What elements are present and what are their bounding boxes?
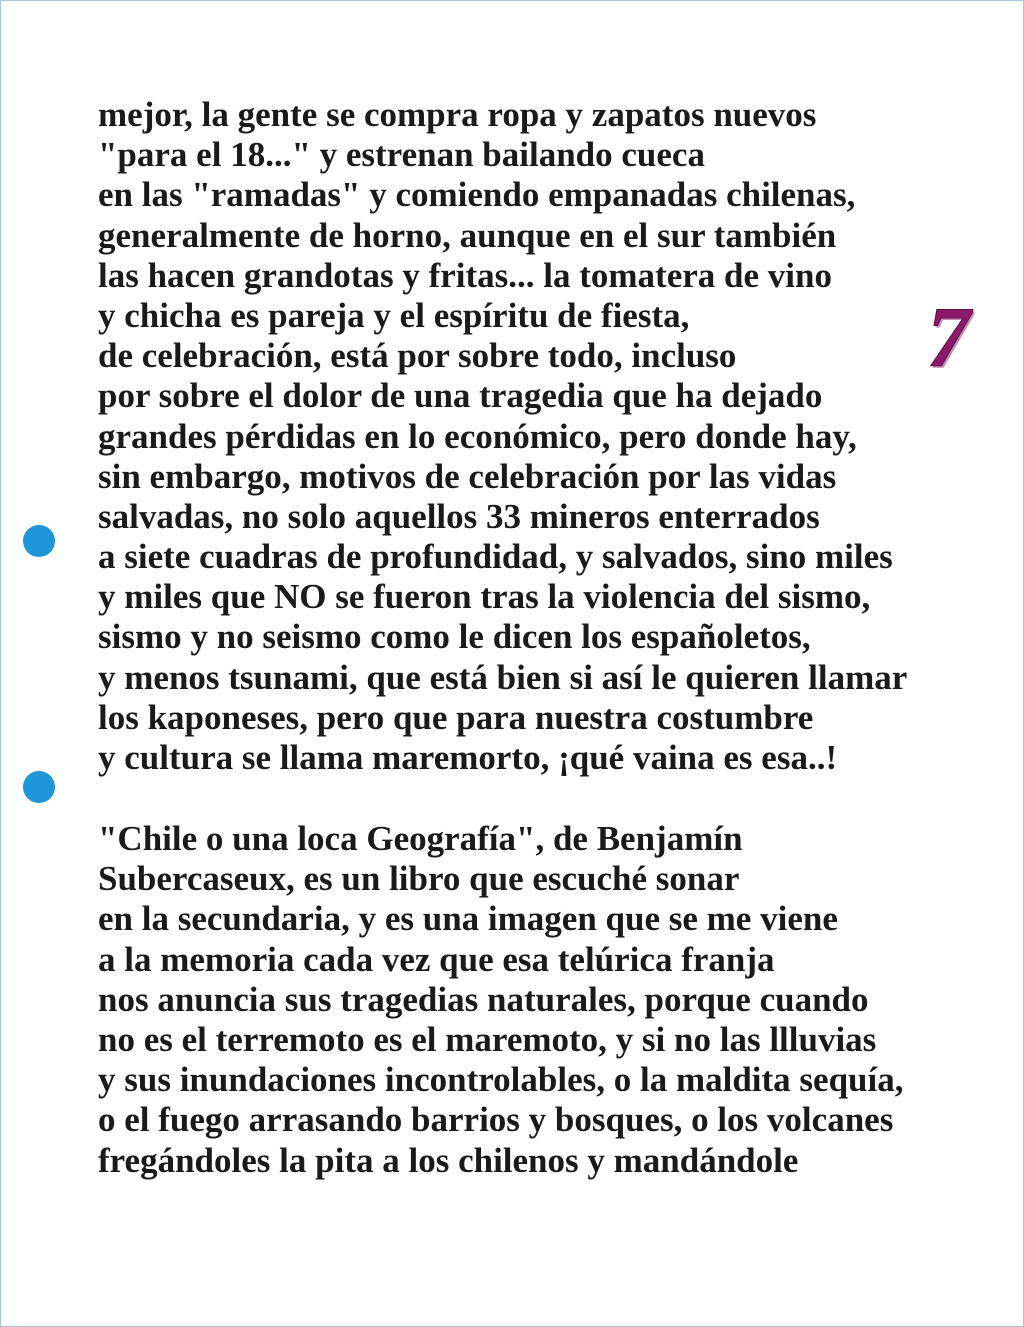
text-line: mejor, la gente se compra ropa y zapatos nuevos xyxy=(98,95,817,134)
text-line: sin embargo, motivos de celebración por las vidas xyxy=(98,456,837,496)
text-line: en las "ramadas" y comiendo empanadas chilenas, xyxy=(98,175,856,215)
text-line: y cultura se llama maremorto, ¡qué vaina es esa..! xyxy=(98,738,838,777)
text-line: por sobre el dolor de una tragedia que ha dejado xyxy=(98,376,823,416)
text-line: los kaponeses, pero que para nuestra costumbre xyxy=(98,697,814,737)
text-line: de celebración, está por sobre todo, incluso xyxy=(98,336,737,376)
punch-hole-marker xyxy=(23,525,55,557)
text-line: Subercaseux, es un libro que escuché sonar xyxy=(98,859,740,899)
text-line: y sus inundaciones incontrolables, o la maldita sequía, xyxy=(98,1060,904,1100)
text-line: y chicha es pareja y el espíritu de fiesta, xyxy=(98,295,690,335)
paragraph-1 xyxy=(98,95,907,778)
punch-hole-marker xyxy=(23,771,55,803)
text-line: sismo y no seismo como le dicen los españoletos, xyxy=(98,617,811,657)
text-line: las hacen grandotas y fritas... la tomatera de vino xyxy=(98,255,832,295)
text-line: grandes pérdidas en lo económico, pero donde hay, xyxy=(98,416,857,456)
text-line: en la secundaria, y es una imagen que se me viene xyxy=(98,899,838,939)
text-line: generalmente de horno, aunque en el sur también xyxy=(98,215,837,255)
text-line: y menos tsunami, que está bien si así le quieren llamar xyxy=(98,657,908,697)
text-line: no es el terremoto es el maremoto, y si no las llluvias xyxy=(98,1019,877,1059)
text-line: nos anuncia sus tragedias naturales, porque cuando xyxy=(98,979,869,1019)
text-line: salvadas, no solo aquellos 33 mineros enterrados xyxy=(98,496,820,536)
text-line: "Chile o una loca Geografía", de Benjamín xyxy=(98,819,743,858)
text-line: y miles que NO se fueron tras la violencia del sismo, xyxy=(98,577,871,617)
text-line: a siete cuadras de profundidad, y salvados, sino miles xyxy=(98,537,893,577)
text-line: "para el 18..." y estrenan bailando cueca xyxy=(98,135,705,175)
text-line: o el fuego arrasando barrios y bosques, o los volcanes xyxy=(98,1100,894,1140)
paragraph-2 xyxy=(98,819,904,1181)
text-line: fregándoles la pita a los chilenos y mandándole xyxy=(98,1140,799,1180)
text-line: a la memoria cada vez que esa telúrica franja xyxy=(98,939,775,979)
page-number: 7 xyxy=(927,289,970,385)
